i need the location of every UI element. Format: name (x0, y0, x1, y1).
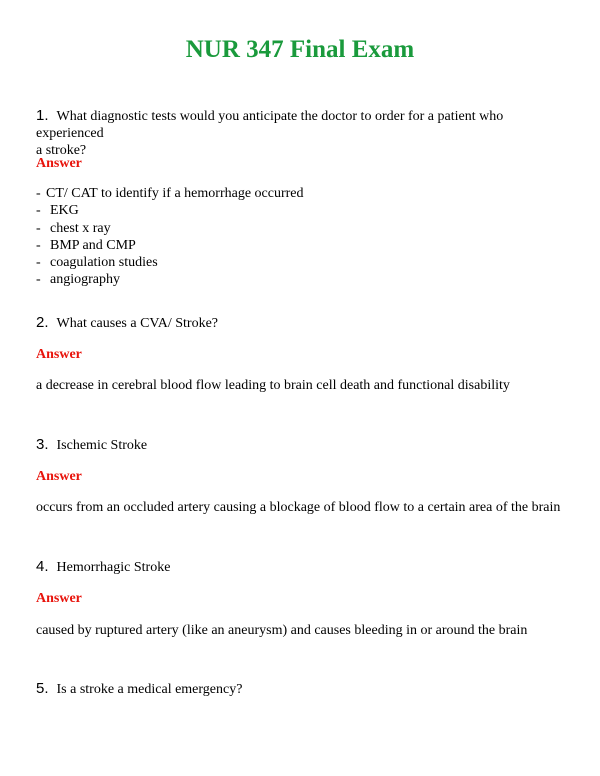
question-5 (36, 680, 566, 698)
dash-bullet: - (36, 272, 41, 288)
list-item: - angiography (36, 272, 120, 288)
question-number: 2. (36, 314, 49, 331)
list-item: - BMP and CMP (36, 237, 136, 253)
dash-bullet: - (36, 186, 41, 201)
list-item: - EKG (36, 203, 79, 219)
question-text: Is a stroke a medical emergency? (56, 682, 243, 697)
dash-bullet: - (36, 203, 41, 219)
answer-label: Answer (36, 469, 82, 484)
answer-text: occurs from an occluded artery causing a blockage of blood flow to a certain area of the brain (36, 500, 561, 515)
answer-label: Answer (36, 156, 82, 171)
answer-text: a decrease in cerebral blood flow leading to brain cell death and functional disability (36, 378, 510, 393)
answer-label: Answer (36, 591, 82, 606)
list-item: - CT/ CAT to identify if a hemorrhage occurred (36, 186, 304, 201)
question-4 (36, 558, 566, 576)
question-number: 1. (36, 107, 49, 124)
answer-text: caused by ruptured artery (like an aneurysm) and causes bleeding in or around the brain (36, 623, 528, 638)
question-2 (36, 314, 566, 332)
answer-label: Answer (36, 347, 82, 362)
dash-bullet: - (36, 237, 41, 253)
question-3 (36, 436, 566, 454)
question-text: Ischemic Stroke (56, 438, 148, 453)
dash-bullet: - (36, 255, 41, 271)
list-item: - chest x ray (36, 220, 111, 236)
question-text-line-1: What diagnostic tests would you anticipate the doctor to order for a patient who experienced (36, 109, 504, 141)
question-text: What causes a CVA/ Stroke? (56, 316, 218, 331)
answer-list (36, 185, 304, 289)
question-number: 3. (36, 436, 49, 453)
dash-bullet: - (36, 220, 41, 236)
list-item: - coagulation studies (36, 255, 158, 271)
question-number: 5. (36, 680, 49, 697)
page-title: NUR 347 Final Exam (185, 36, 415, 63)
question-text: Hemorrhagic Stroke (56, 560, 171, 575)
question-text-line-2: a stroke? (36, 143, 87, 158)
question-1 (36, 107, 566, 159)
question-number: 4. (36, 558, 49, 575)
